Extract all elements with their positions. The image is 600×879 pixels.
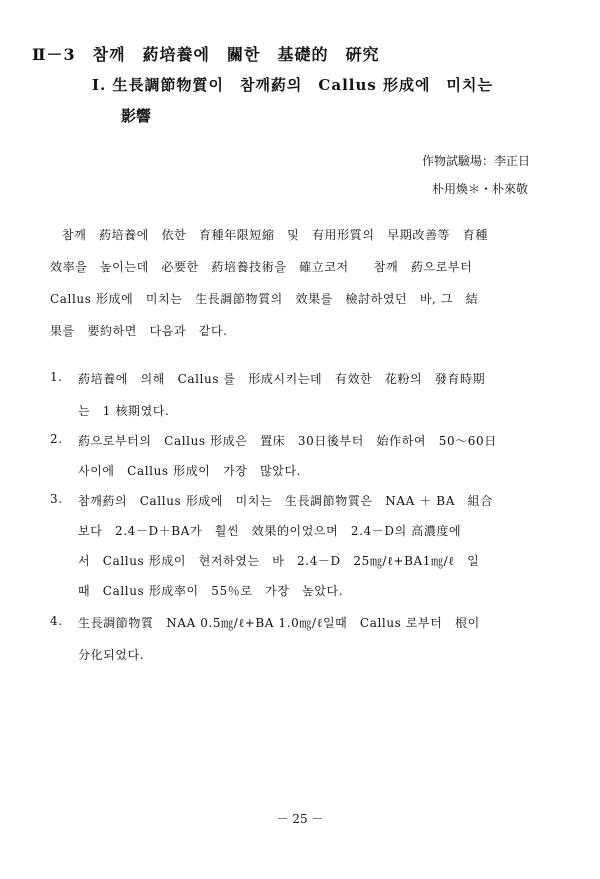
intro-line: 참깨 葯培養에 依한 育種年限短縮 및 有用形質의 早期改善等 育種 [62, 228, 488, 242]
finding-line: 보다 2.4－D＋BA가 훨씬 效果的이었으며 2.4－D의 高濃度에 [78, 524, 462, 538]
finding-number: 3. [50, 492, 63, 506]
subtitle-line-2: 影響 [121, 107, 152, 125]
finding-number: 4. [50, 614, 63, 628]
intro-line: Callus 形成에 미치는 生長調節物質의 效果를 檢討하였던 바, 그 結 [50, 292, 479, 306]
finding-line: 葯으로부터의 Callus 形成은 置床 30日後부터 始作하여 50～60日 [78, 434, 497, 448]
finding-line: 生長調節物質 NAA 0.5㎎/ℓ+BA 1.0㎎/ℓ일때 Callus 로부터 根이 [78, 616, 480, 630]
finding-line: 葯培養에 의해 Callus 를 形成시키는데 有效한 花粉의 發育時期 [78, 372, 486, 386]
intro-line: 效率을 높이는데 必要한 葯培養技術을 確立코저 참깨 葯으로부터 [50, 260, 473, 274]
finding-line: 사이에 Callus 形成이 가장 많았다. [78, 464, 302, 478]
finding-line: 서 Callus 形成이 현저하였는 바 2.4－D 25㎎/ℓ+BA1㎎/ℓ 일 [78, 554, 480, 568]
finding-line: 때 Callus 形成率이 55％로 가장 높았다. [78, 584, 344, 598]
finding-line: 참깨葯의 Callus 形成에 미치는 生長調節物質은 NAA ＋ BA 組合 [78, 494, 493, 508]
finding-line: 分化되었다. [78, 648, 145, 662]
author-names: 朴用煥＊・朴來敬 [431, 182, 528, 196]
section-heading: Ⅱ－3 참깨 葯培養에 關한 基礎的 硏究 [32, 45, 380, 64]
finding-line: 는 1 核期였다. [78, 404, 170, 418]
finding-number: 2. [50, 432, 63, 446]
finding-number: 1. [50, 370, 63, 384]
page-number: － 25 － [276, 812, 324, 826]
author-affiliation: 作物試驗場：李正日 [421, 154, 530, 168]
subtitle-line-1: Ⅰ. 生長調節物質이 참깨葯의 Callus 形成에 미치는 [92, 76, 494, 94]
intro-line: 果를 要約하면 다음과 같다. [50, 324, 228, 338]
